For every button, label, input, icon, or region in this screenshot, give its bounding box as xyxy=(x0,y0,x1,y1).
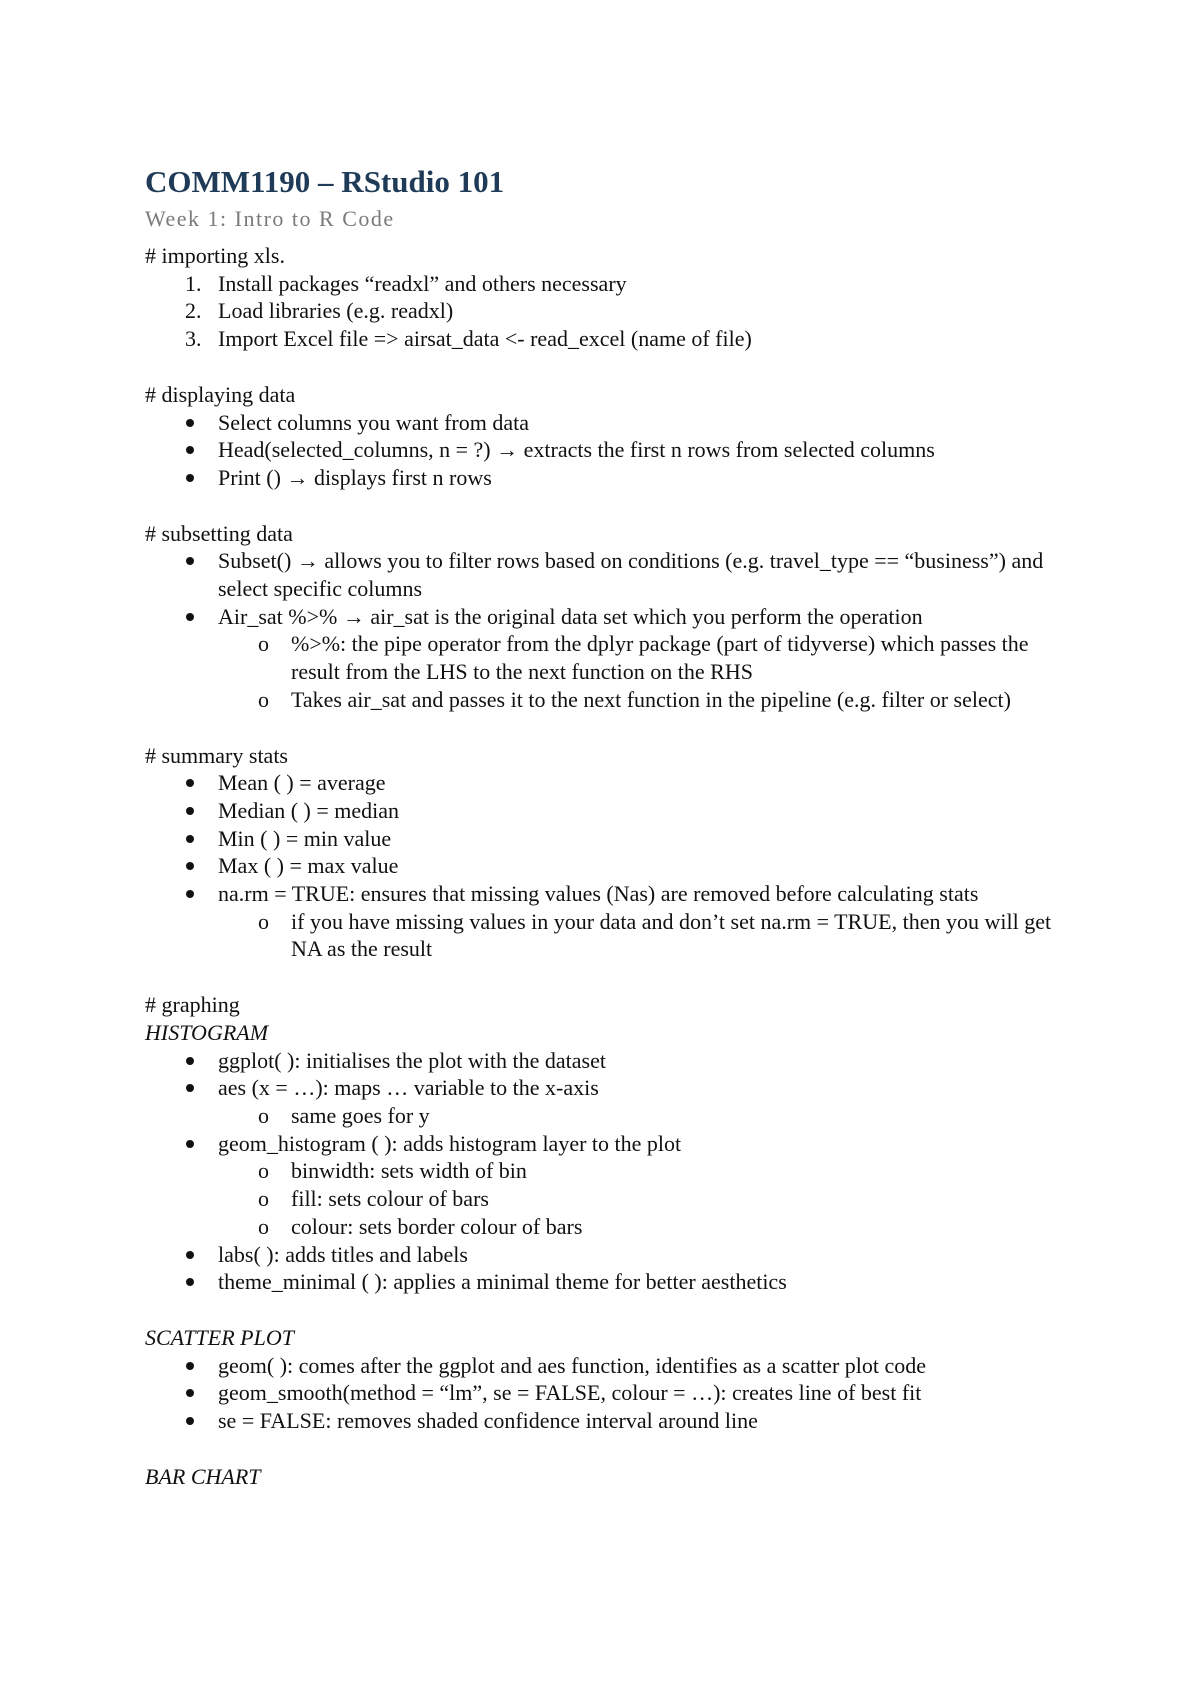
bullet-icon xyxy=(186,1417,194,1425)
list-item-text: Min ( ) = min value xyxy=(218,825,392,851)
list-item-text: binwidth: sets width of bin xyxy=(291,1158,527,1184)
list-item xyxy=(145,1352,1065,1380)
list-item xyxy=(145,1241,1065,1269)
sub-list-item xyxy=(145,1102,1065,1130)
list-item-text: Head(selected_columns, n = ?) → extracts the first n rows from selected columns xyxy=(218,437,935,463)
section-spacer xyxy=(145,714,1065,742)
sub-bullet-icon: o xyxy=(258,1158,269,1184)
bullet-icon xyxy=(186,474,194,482)
histogram-list xyxy=(145,1047,1065,1296)
list-item xyxy=(145,325,1065,353)
section-heading-summary: # summary stats xyxy=(145,742,288,768)
section-heading-displaying: # displaying data xyxy=(145,381,296,407)
section-spacer xyxy=(145,963,1065,991)
list-item xyxy=(145,1074,1065,1102)
list-item xyxy=(145,1130,1065,1158)
section-spacer xyxy=(145,492,1065,520)
subheading-histogram: HISTOGRAM xyxy=(145,1019,269,1045)
sub-list-item xyxy=(145,908,1065,963)
list-number: 3. xyxy=(185,326,202,352)
bullet-icon xyxy=(186,807,194,815)
section-heading-graphing: # graphing xyxy=(145,992,240,1018)
page-subtitle: Week 1: Intro to R Code xyxy=(145,206,395,231)
list-item-text: Median ( ) = median xyxy=(218,797,400,823)
list-item-text: fill: sets colour of bars xyxy=(291,1186,489,1212)
list-item xyxy=(145,464,1065,492)
list-item xyxy=(145,1379,1065,1407)
sub-bullet-icon: o xyxy=(258,631,269,657)
sub-bullet-icon: o xyxy=(258,1102,269,1128)
subsetting-list xyxy=(145,547,1065,713)
list-item-text: Install packages “readxl” and others necessary xyxy=(218,270,627,296)
list-item xyxy=(145,436,1065,464)
list-item-text: Import Excel file => airsat_data <- read_excel (name of file) xyxy=(218,326,752,352)
bullet-icon xyxy=(186,613,194,621)
bullet-icon xyxy=(186,835,194,843)
bullet-icon xyxy=(186,446,194,454)
list-item-text: geom_histogram ( ): adds histogram layer to the plot xyxy=(218,1130,682,1156)
list-number: 1. xyxy=(185,270,202,296)
list-item-text: Air_sat %>% → air_sat is the original data set which you perform the operation xyxy=(218,603,923,629)
list-item-text: colour: sets border colour of bars xyxy=(291,1213,583,1239)
bullet-icon xyxy=(186,1389,194,1397)
sub-bullet-icon: o xyxy=(258,1186,269,1212)
bullet-icon xyxy=(186,419,194,427)
page-title: COMM1190 – RStudio 101 xyxy=(145,164,505,199)
list-item xyxy=(145,297,1065,325)
list-item xyxy=(145,1407,1065,1435)
bullet-icon xyxy=(186,1362,194,1370)
section-spacer xyxy=(145,1435,1065,1463)
subheading-bar-chart: BAR CHART xyxy=(145,1463,261,1489)
section-heading-importing: # importing xls. xyxy=(145,243,285,268)
list-item xyxy=(145,880,1065,908)
list-item xyxy=(145,852,1065,880)
list-item xyxy=(145,409,1065,437)
document-body xyxy=(145,162,1065,1490)
bullet-icon xyxy=(186,1084,194,1092)
list-item-text: %>%: the pipe operator from the dplyr package (part of tidyverse) which passes the result from the LHS to the next function on the RHS xyxy=(291,631,1029,685)
list-item-text: same goes for y xyxy=(291,1102,430,1128)
list-item-text: aes (x = …): maps … variable to the x-axis xyxy=(218,1075,599,1101)
list-item xyxy=(145,1268,1065,1296)
displaying-list xyxy=(145,409,1065,492)
list-item xyxy=(145,270,1065,298)
sub-list-item xyxy=(145,686,1065,714)
list-item-text: Mean ( ) = average xyxy=(218,770,386,796)
list-item-text: Max ( ) = max value xyxy=(218,853,399,879)
bullet-icon xyxy=(186,1251,194,1259)
list-item-text: geom_smooth(method = “lm”, se = FALSE, colour = …): creates line of best fit xyxy=(218,1380,922,1406)
list-item-text: ggplot( ): initialises the plot with the dataset xyxy=(218,1047,606,1073)
list-item-text: labs( ): adds titles and labels xyxy=(218,1241,468,1267)
bullet-icon xyxy=(186,779,194,787)
bullet-icon xyxy=(186,1140,194,1148)
sub-bullet-icon: o xyxy=(258,686,269,712)
section-spacer xyxy=(145,353,1065,381)
sub-list-item xyxy=(145,1185,1065,1213)
list-item-text: Select columns you want from data xyxy=(218,409,529,435)
list-item xyxy=(145,769,1065,797)
summary-list xyxy=(145,769,1065,963)
sub-bullet-icon: o xyxy=(258,908,269,934)
list-item xyxy=(145,797,1065,825)
section-spacer xyxy=(145,1296,1065,1324)
list-item xyxy=(145,1047,1065,1075)
list-item xyxy=(145,825,1065,853)
bullet-icon xyxy=(186,890,194,898)
list-item-text: geom( ): comes after the ggplot and aes function, identifies as a scatter plot code xyxy=(218,1352,927,1378)
sub-list-item xyxy=(145,1157,1065,1185)
sub-bullet-icon: o xyxy=(258,1213,269,1239)
bullet-icon xyxy=(186,1057,194,1065)
list-item xyxy=(145,603,1065,631)
list-item-text: na.rm = TRUE: ensures that missing values (Nas) are removed before calculating stats xyxy=(218,881,979,907)
bullet-icon xyxy=(186,862,194,870)
bullet-icon xyxy=(186,557,194,565)
list-number: 2. xyxy=(185,298,202,324)
list-item-text: se = FALSE: removes shaded confidence interval around line xyxy=(218,1408,758,1434)
subheading-scatter-plot: SCATTER PLOT xyxy=(145,1324,294,1350)
section-heading-subsetting: # subsetting data xyxy=(145,520,293,546)
list-item-text: Print () → displays first n rows xyxy=(218,464,492,490)
scatter-list xyxy=(145,1352,1065,1435)
importing-steps-list xyxy=(145,270,1065,353)
list-item-text: Subset() → allows you to filter rows based on conditions (e.g. travel_type == “business”) and select specific columns xyxy=(218,548,1044,602)
bullet-icon xyxy=(186,1278,194,1286)
list-item-text: Takes air_sat and passes it to the next function in the pipeline (e.g. filter or select) xyxy=(291,686,1011,712)
list-item xyxy=(145,547,1065,602)
sub-list-item xyxy=(145,1213,1065,1241)
list-item-text: Load libraries (e.g. readxl) xyxy=(218,298,454,324)
list-item-text: if you have missing values in your data and don’t set na.rm = TRUE, then you will get NA as the result xyxy=(291,908,1052,962)
sub-list-item xyxy=(145,630,1065,685)
list-item-text: theme_minimal ( ): applies a minimal theme for better aesthetics xyxy=(218,1269,787,1295)
